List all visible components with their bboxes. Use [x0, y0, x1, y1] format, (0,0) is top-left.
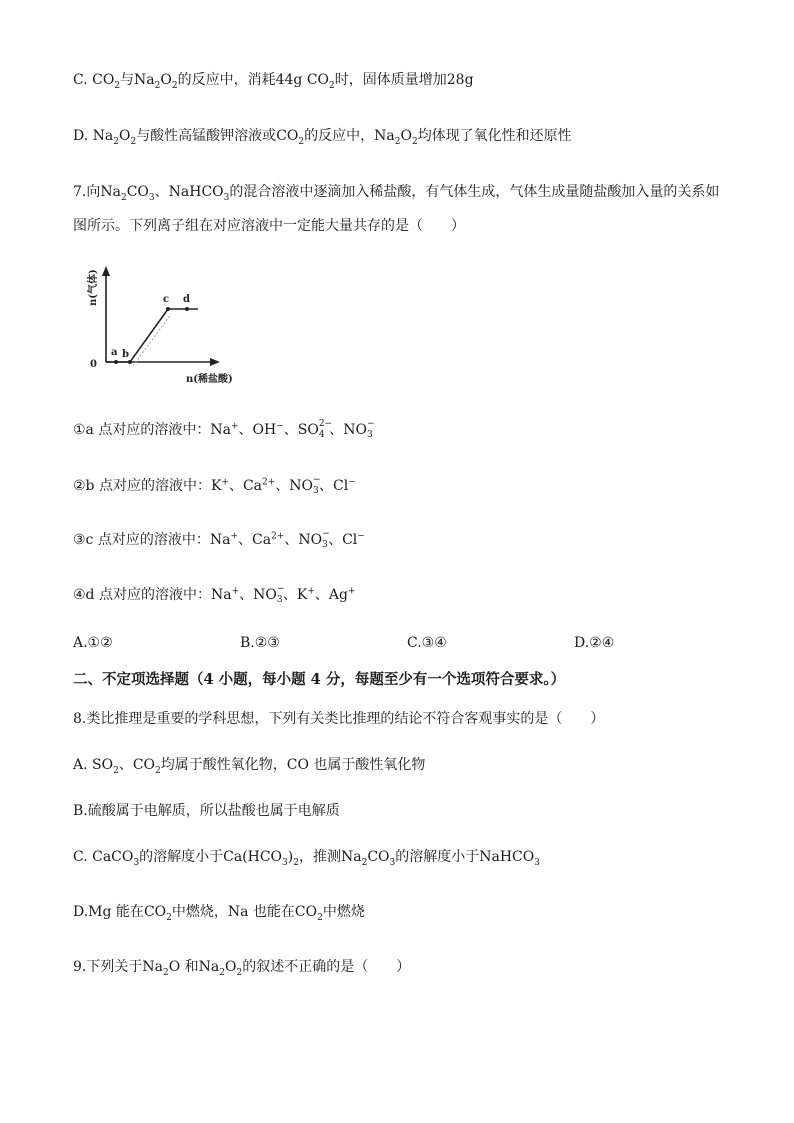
- q7-option-d: D.②④: [574, 635, 615, 651]
- q7-stem-line2: 图所示。下列离子组在对应溶液中一定能大量共存的是（ ）: [73, 218, 465, 234]
- label-b: b: [122, 349, 129, 360]
- point-d: [185, 307, 189, 311]
- label-c: c: [163, 294, 170, 305]
- q6-option-c: C. $CO_2$与$Na_2O_2$的反应中，消耗44g $CO_2$时，固体质量增加28g: [73, 72, 474, 91]
- gas-curve: [106, 309, 198, 362]
- q7-option-b: B.②③: [240, 635, 280, 651]
- x-axis-label: n(稀盐酸): [186, 374, 233, 385]
- q7-item-3: ③c 点对应的溶液中：Na+、$Ca^{2+}$、NO − 3 、Cl−: [73, 529, 365, 550]
- x-axis-arrow: [210, 358, 220, 366]
- q8-option-d: D.Mg 能在$CO_2$中燃烧，Na 也能在$CO_2$中燃烧: [73, 904, 365, 923]
- q7-item-2: ②b 点对应的溶液中：K+、$Ca^{2+}$、NO − 3 、Cl−: [73, 475, 356, 496]
- point-b: [128, 360, 132, 364]
- label-d: d: [183, 294, 190, 305]
- label-origin: 0: [90, 359, 97, 370]
- q8-option-c: C. CaCO$_3$的溶解度小于$Ca(HCO_3)_2$，推测$Na_2CO_3$的溶解度小于NaHCO$_3$: [73, 849, 540, 868]
- q7-option-c: C.③④: [407, 635, 447, 651]
- section-2-heading: 二、不定项选择题（4 小题，每小题 4 分，每题至少有一个选项符合要求。）: [73, 671, 566, 688]
- q6-option-d: D. $Na_2O_2$与酸性高锰酸钾溶液或$CO_2$的反应中，$Na_2O_2$均体现了氧化性和还原性: [73, 128, 572, 147]
- q8-stem: 8.类比推理是重要的学科思想，下列有关类比推理的结论不符合客观事实的是（ ）: [73, 711, 605, 727]
- q8-option-a: A. $SO_2$、$CO_2$均属于酸性氧化物，CO 也属于酸性氧化物: [73, 757, 426, 776]
- q9-stem: 9.下列关于$Na_2O$ 和$Na_2O_2$的叙述不正确的是（ ）: [73, 959, 411, 978]
- label-a: a: [111, 347, 118, 358]
- y-axis-label: n(气体): [88, 269, 99, 306]
- q7-stem-line1: 7.向$Na_2CO_3$、NaHCO$_3$的混合溶液中逐滴加入稀盐酸，有气体生成，气体生成量随盐酸加入量的关系如: [73, 184, 720, 203]
- gas-curve-shadow: [133, 314, 171, 366]
- point-c: [166, 307, 170, 311]
- q7-item-1: ①a 点对应的溶液中：Na+、OH−、SO 2− 4 、NO − 3: [73, 419, 375, 440]
- q8-option-b: B.硫酸属于电解质，所以盐酸也属于电解质: [73, 803, 340, 819]
- gas-volume-graph: [86, 262, 246, 388]
- y-axis-arrow: [102, 266, 110, 276]
- q7-option-a: A.①②: [73, 635, 113, 651]
- q7-item-4: ④d 点对应的溶液中：Na+、NO − 3 、K+、Ag+: [73, 584, 356, 605]
- point-a: [114, 360, 118, 364]
